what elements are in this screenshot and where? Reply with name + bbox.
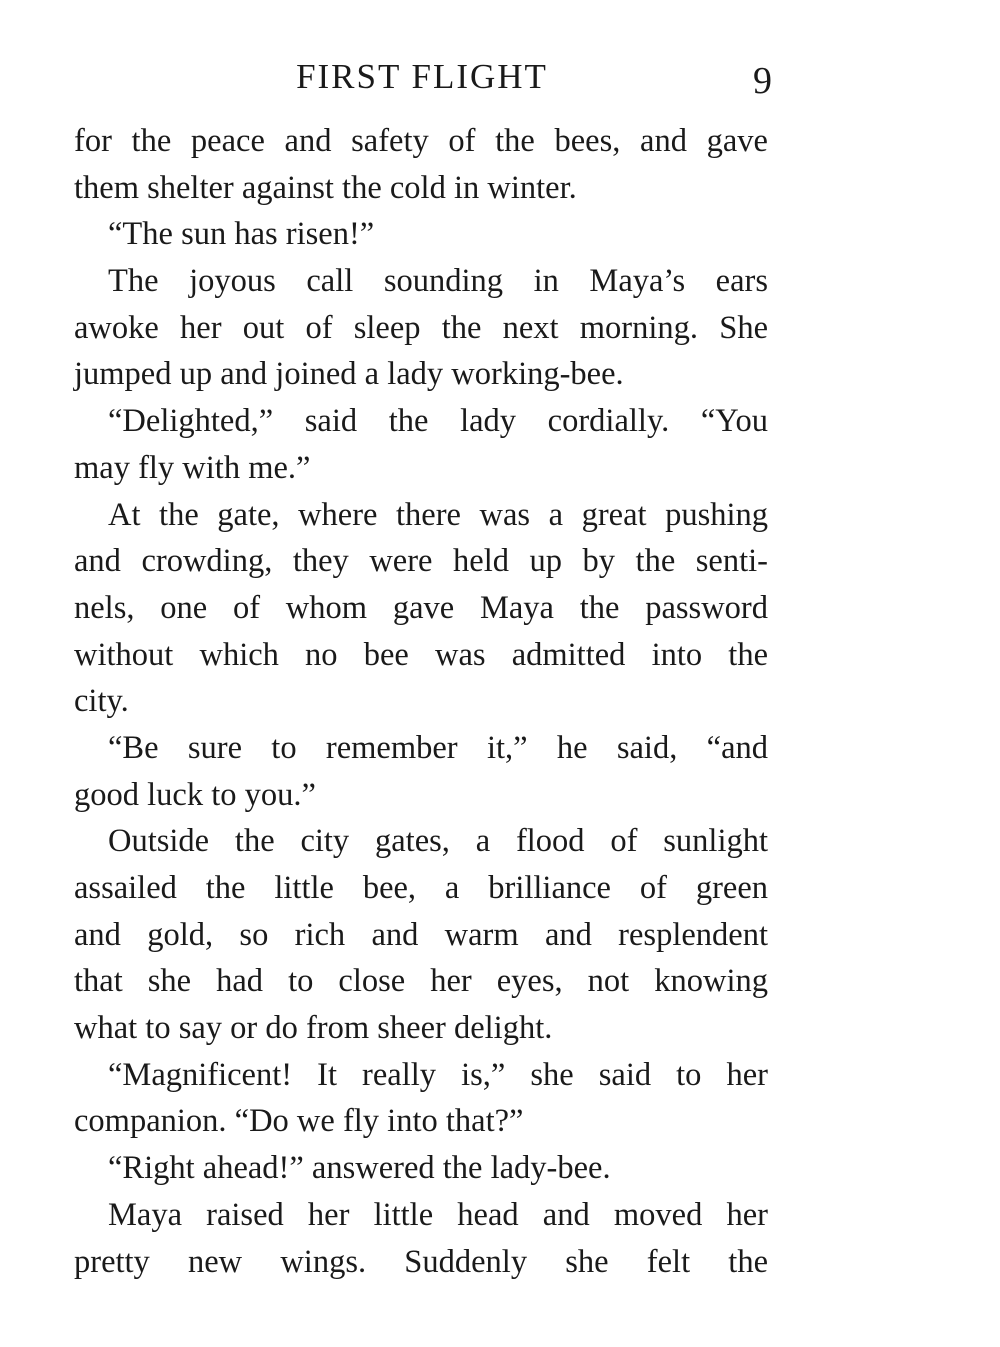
text-line: awoke her out of sleep the next morning. She <box>74 309 768 346</box>
text-line: and crowding, they were held up by the senti- <box>74 543 768 580</box>
text-line: without which no bee was admitted into the <box>74 636 768 673</box>
body-text <box>74 118 768 1285</box>
text-line: “Magnificent! It really is,” she said to her <box>108 1056 768 1093</box>
text-line: Maya raised her little head and moved her <box>108 1196 768 1233</box>
text-line: city. <box>74 683 129 720</box>
text-line: jumped up and joined a lady working-bee. <box>74 356 624 393</box>
text-line: Outside the city gates, a flood of sunlight <box>108 823 768 860</box>
text-line: them shelter against the cold in winter. <box>74 169 577 206</box>
text-line: companion. “Do we fly into that?” <box>74 1103 524 1140</box>
text-line: “The sun has risen!” <box>108 216 375 253</box>
text-line: nels, one of whom gave Maya the password <box>74 589 768 626</box>
running-title: FIRST FLIGHT <box>296 57 548 96</box>
text-line: The joyous call sounding in Maya’s ears <box>108 263 768 300</box>
text-line: what to say or do from sheer delight. <box>74 1010 553 1047</box>
text-line: “Right ahead!” answered the lady-bee. <box>108 1150 611 1187</box>
text-line: that she had to close her eyes, not knowing <box>74 963 768 1000</box>
page-number: 9 <box>753 60 772 102</box>
text-line: “Delighted,” said the lady cordially. “You <box>108 403 768 440</box>
text-line: for the peace and safety of the bees, and gave <box>74 123 768 159</box>
text-line: good luck to you.” <box>74 776 316 813</box>
text-line: and gold, so rich and warm and resplendent <box>74 916 768 953</box>
text-line: assailed the little bee, a brilliance of green <box>74 870 768 906</box>
text-line: “Be sure to remember it,” he said, “and <box>108 729 768 766</box>
text-line: At the gate, where there was a great pushing <box>108 496 768 533</box>
running-head <box>72 52 772 102</box>
text-line: pretty new wings. Suddenly she felt the <box>74 1243 768 1280</box>
text-line: may fly with me.” <box>74 449 311 486</box>
